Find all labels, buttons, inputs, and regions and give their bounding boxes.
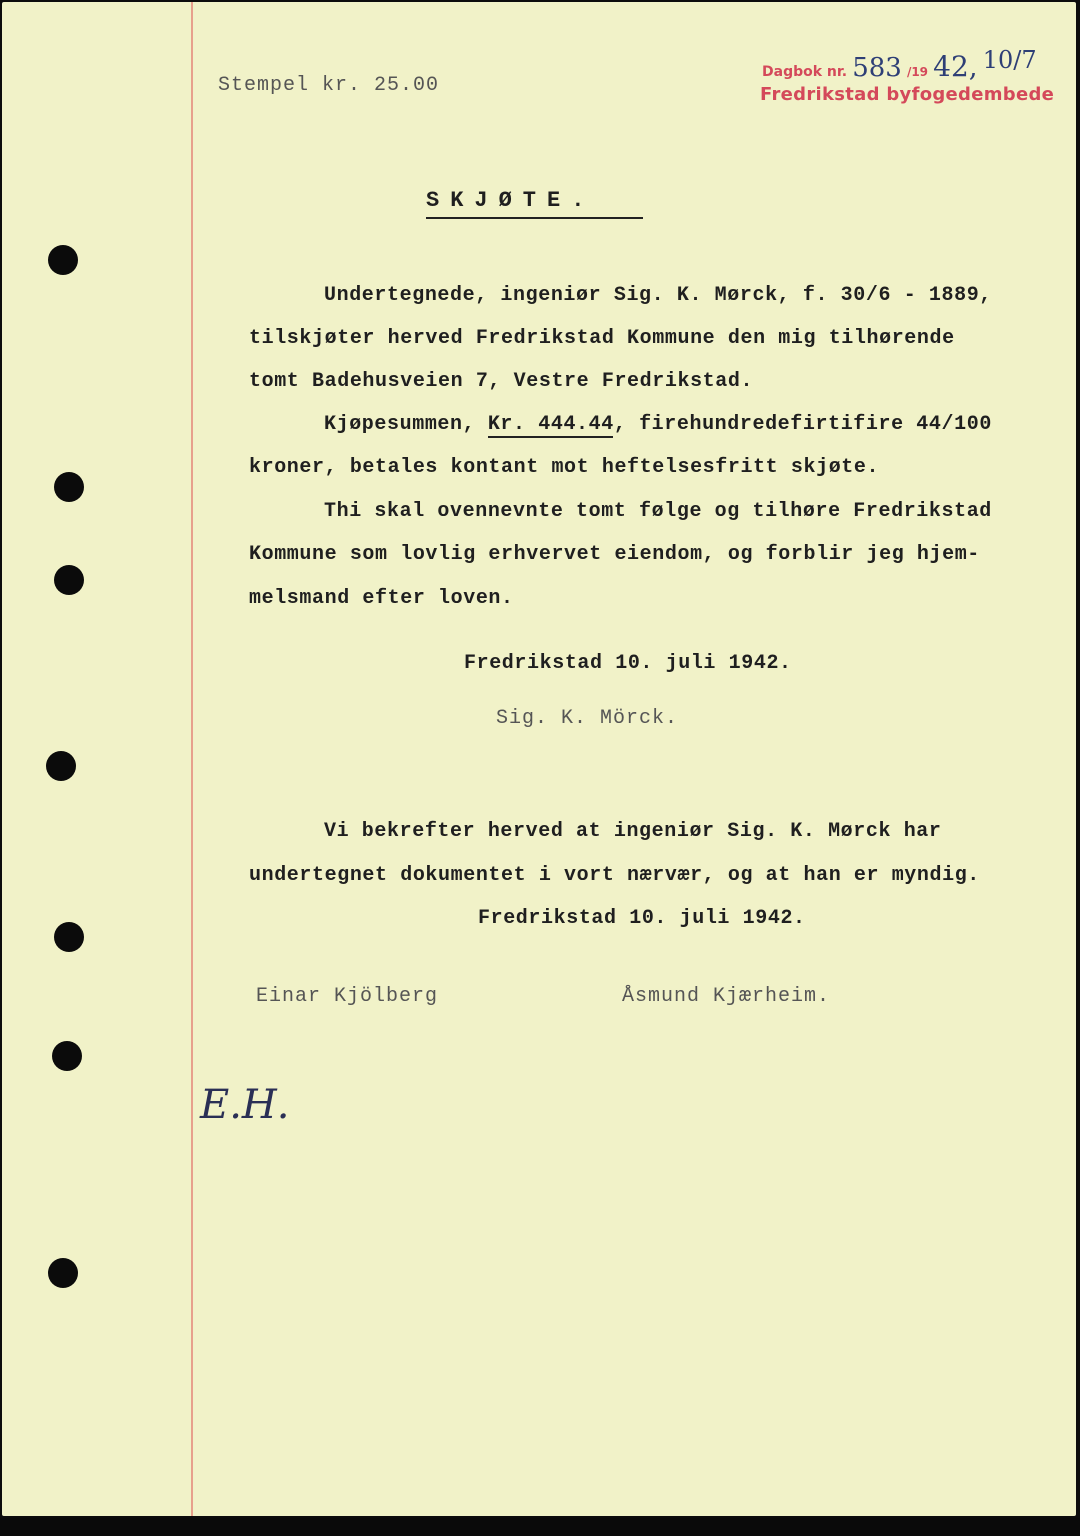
handwritten-initials [200, 1082, 290, 1128]
place-date: Fredrikstad 10. juli 1942. [464, 652, 792, 675]
document-title: SKJØTE. [426, 188, 596, 213]
punch-hole [48, 1258, 78, 1288]
margin-line [191, 2, 193, 1516]
purchase-words: , firehundredefirtifire 44/100 [613, 413, 992, 436]
stamp-date: 10/7 [982, 46, 1037, 74]
title-underline [426, 217, 643, 219]
body-line: kroner, betales kontant mot heftelsesfritt skjøte. [249, 456, 880, 479]
stamp-year-prefix: /19 [906, 65, 929, 79]
punch-hole [54, 922, 84, 952]
stempel-text: Stempel kr. 25.00 [218, 74, 440, 97]
witness-1: Einar Kjölberg [256, 985, 439, 1008]
stamp-prefix: Dagbok nr. [762, 64, 848, 80]
purchase-amount: Kr. 444.44 [487, 413, 614, 436]
punch-hole [48, 245, 78, 275]
scan-border [0, 1518, 1080, 1536]
body-line: tilskjøter herved Fredrikstad Kommune den mig tilhørende [249, 327, 955, 350]
purchase-prefix: Kjøpesummen, [324, 413, 488, 436]
witness-2: Åsmund Kjærheim. [622, 985, 831, 1008]
punch-hole [54, 565, 84, 595]
body-line: tomt Badehusveien 7, Vestre Fredrikstad. [249, 370, 754, 393]
witness-line: Vi bekrefter herved at ingeniør Sig. K. Mørck har [324, 820, 942, 843]
purchase-line [324, 413, 992, 436]
body-line: Thi skal ovennevnte tomt følge og tilhøre Fredrikstad [324, 500, 992, 523]
punch-hole [46, 751, 76, 781]
signature: Sig. K. Mörck. [496, 707, 679, 730]
body-line: melsmand efter loven. [249, 587, 514, 610]
document-page [2, 2, 1076, 1516]
stamp-number: 583 [852, 53, 902, 83]
registration-stamp [762, 46, 1037, 83]
body-line: Undertegnede, ingeniør Sig. K. Mørck, f. 30/6 - 1889, [324, 284, 992, 307]
amount-underline [488, 436, 613, 438]
punch-hole [54, 472, 84, 502]
stamp-office: Fredrikstad byfogedembede [760, 84, 1055, 105]
witness-line: undertegnet dokumentet i vort nærvær, og at han er myndig. [249, 864, 980, 887]
punch-hole [52, 1041, 82, 1071]
stamp-year: 42, [933, 50, 978, 83]
witness-place-date: Fredrikstad 10. juli 1942. [478, 907, 806, 930]
body-line: Kommune som lovlig erhvervet eiendom, og forblir jeg hjem- [249, 543, 980, 566]
initials-text: E.H. [200, 1082, 290, 1128]
